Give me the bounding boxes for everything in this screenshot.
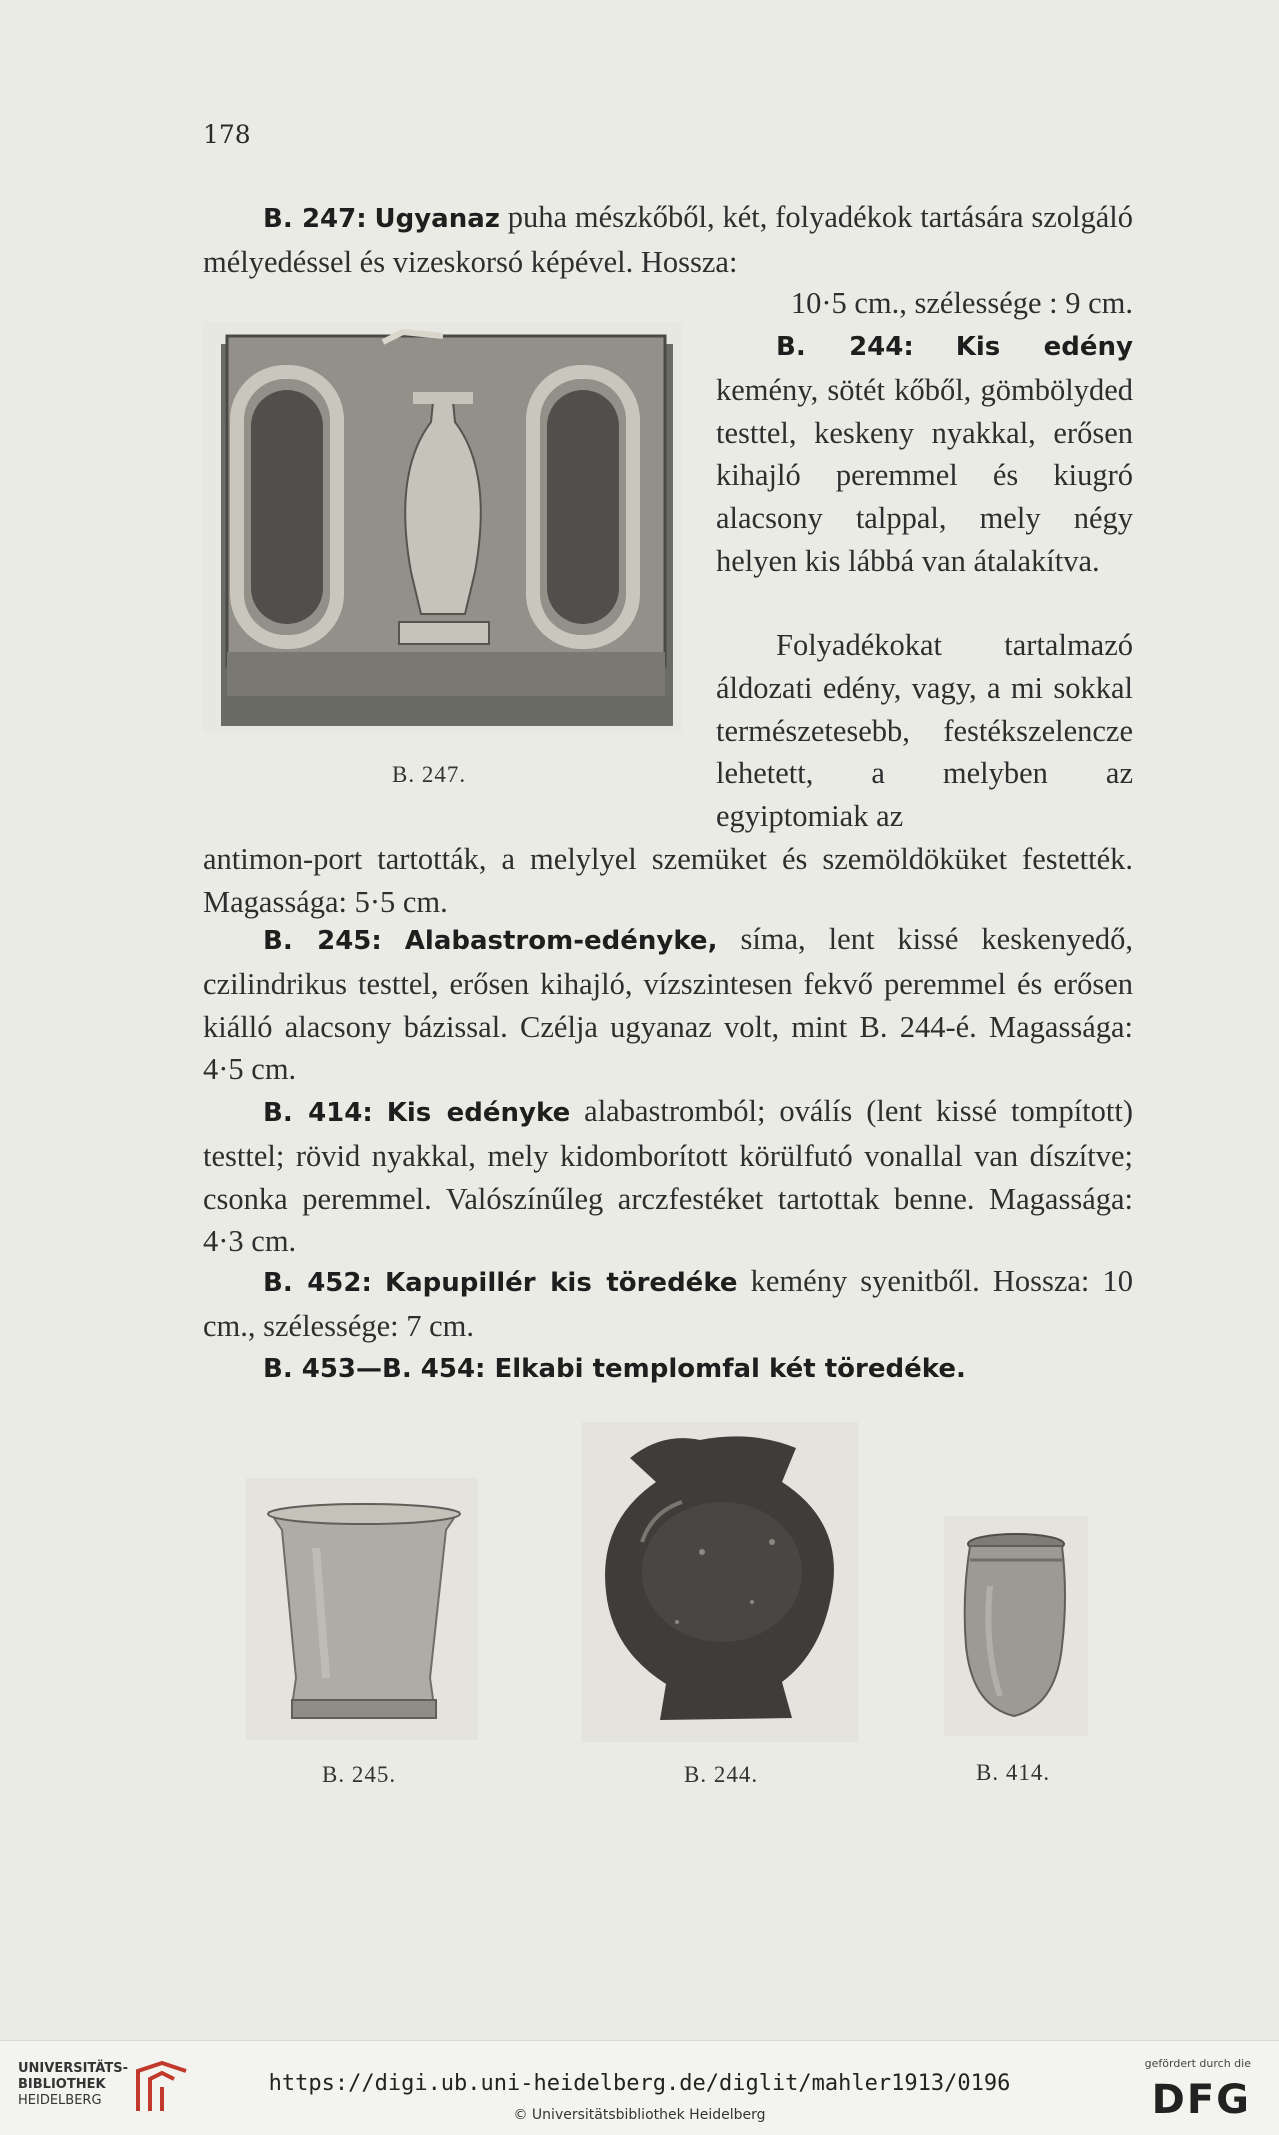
entry-id: B. 244: (776, 332, 914, 362)
caption-b244: B. 244. (684, 1762, 759, 1787)
entry-text: kemény, sötét kőből, gömbölyded testtel, keskeny nyakkal, erősen kihajló peremmel és kiugró alacsony talppal, mely négy helyen kis lábbá van átalakítva. (716, 372, 1133, 578)
entry-b452 (203, 1260, 1133, 1348)
page-number: 178 (203, 120, 251, 149)
figure-b247-tablet (203, 322, 683, 732)
entry-b244-continued: Folyadékokat tartalmazó áldozati edény, vagy, a mi sokkal természetesebb, festékszelencze lehetett, a melyben az egyiptomiak az (716, 628, 1133, 834)
entry-heading: B. 453—B. 454: Elkabi templomfal két töredéke. (263, 1354, 966, 1384)
entry-id: B. 247: (263, 204, 367, 234)
entry-b244-end: antimon-port tartották, a melylyel szemüket és szemöldöküket festették. Magassága: 5·5 cm. (203, 842, 1133, 919)
entry-text: puha mészkőből, két, folyadékok tartására szolgáló mélyedéssel és vizeskorsó képével. Hossza: (203, 200, 1134, 279)
caption-b247: B. 247. (392, 762, 467, 787)
entry-name: Kapupillér kis töredéke (384, 1268, 738, 1298)
entry-b247-dimensions: 10·5 cm., szélessége : 9 cm. (790, 286, 1133, 320)
library-name: UNIVERSITÄTS- BIBLIOTHEK HEIDELBERG (18, 2061, 128, 2108)
entry-b245 (203, 918, 1133, 1091)
funding-label: gefördert durch die (1144, 2057, 1251, 2070)
entry-text: alabastromból; oválís (lent kissé tompított) testtel; rövid nyakkal, mely kidomborított körülfutó vonallal van díszítve; csonka peremmel. Valószínűleg arczfestéket tartottak benne. Magassága: 4·3 cm. (203, 1094, 1134, 1259)
footer-bar (0, 2040, 1279, 2135)
entry-name: Kis edény (955, 332, 1133, 362)
caption-b414: B. 414. (976, 1760, 1051, 1785)
caption-b245: B. 245. (322, 1762, 397, 1787)
entry-id: B. 452: (263, 1268, 372, 1298)
entry-id: B. 414: (263, 1098, 373, 1128)
copyright-notice: © Universitätsbibliothek Heidelberg (513, 2107, 766, 2123)
entry-name: Alabastrom-edényke, (404, 926, 718, 956)
entry-b244 (716, 324, 1133, 583)
figure-b244-jar (582, 1422, 858, 1742)
entry-b414 (203, 1090, 1133, 1263)
entry-text: síma, lent kissé keskenyedő, czilindrikus testtel, erősen kihajló, vízszintesen fekvő peremmel és erősen kiálló alacsony bázissal. Czélja ugyanaz volt, mint B. 244-é. Magassága: 4·5 cm. (203, 922, 1134, 1087)
entry-text: kemény syenitből. Hossza: 10 cm., szélessége: 7 cm. (203, 1264, 1133, 1343)
entry-b247 (203, 196, 1133, 284)
entry-id: B. 245: (263, 926, 382, 956)
permalink-url[interactable]: https://digi.ub.uni-heidelberg.de/diglit/mahler1913/0196 (268, 2071, 1011, 2096)
figure-b414-vessel (944, 1516, 1088, 1736)
entry-name: Ugyanaz (374, 204, 500, 234)
dfg-logo[interactable]: DFG (1151, 2077, 1251, 2123)
entry-b453 (203, 1346, 1133, 1391)
figure-b245-beaker (246, 1478, 478, 1740)
entry-name: Kis edényke (386, 1098, 571, 1128)
